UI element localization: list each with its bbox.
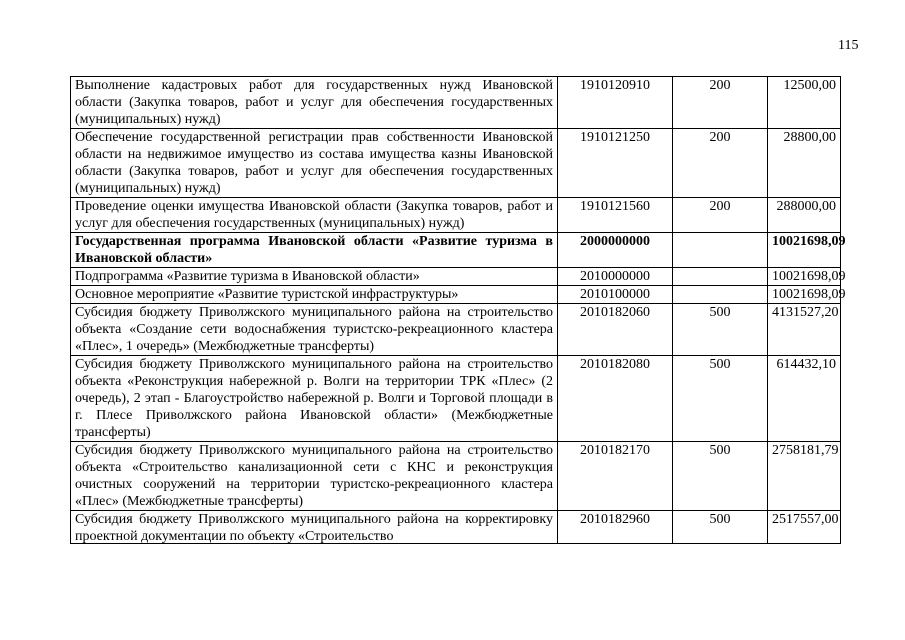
row-expense-type: 500 bbox=[673, 356, 768, 442]
row-description: Субсидия бюджету Приволжского муниципального района на строительство объекта «Строительство канализационной сети с КНС и реконструкция очистных сооружений на территории туристско-рекреационного кластера «Плес» (Межбюджетные трансферты) bbox=[71, 442, 558, 511]
row-amount: 10021698,09 bbox=[768, 286, 841, 304]
table-row bbox=[71, 286, 841, 304]
row-description: Обеспечение государственной регистрации прав собственности Ивановской области на недвижимое имущество из состава имущества казны Ивановской области (Закупка товаров, работ и услуг для обеспечения государственных (муниципальных) нужд) bbox=[71, 129, 558, 198]
row-amount: 10021698,09 bbox=[768, 233, 841, 268]
row-description: Проведение оценки имущества Ивановской области (Закупка товаров, работ и услуг для обеспечения государственных (муниципальных) нужд) bbox=[71, 198, 558, 233]
table-row bbox=[71, 442, 841, 511]
row-code: 2010000000 bbox=[558, 268, 673, 286]
row-amount: 2517557,00 bbox=[768, 511, 841, 544]
row-expense-type: 200 bbox=[673, 198, 768, 233]
table-row bbox=[71, 198, 841, 233]
row-expense-type bbox=[673, 268, 768, 286]
row-expense-type: 500 bbox=[673, 511, 768, 544]
row-code: 1910121560 bbox=[558, 198, 673, 233]
row-description: Субсидия бюджету Приволжского муниципального района на строительство объекта «Реконструкция набережной р. Волги на территории ТРК «Плес» (2 очередь), 2 этап - Благоустройство набережной р. Волги и Торговой площади в г. Плесе Приволжского района Ивановской области» (Межбюджетные трансферты) bbox=[71, 356, 558, 442]
row-code: 2000000000 bbox=[558, 233, 673, 268]
row-amount: 4131527,20 bbox=[768, 304, 841, 356]
row-amount: 12500,00 bbox=[768, 77, 841, 129]
row-code: 1910120910 bbox=[558, 77, 673, 129]
row-expense-type: 500 bbox=[673, 442, 768, 511]
row-description: Подпрограмма «Развитие туризма в Ивановской области» bbox=[71, 268, 558, 286]
row-amount: 614432,10 bbox=[768, 356, 841, 442]
table-row bbox=[71, 77, 841, 129]
row-expense-type bbox=[673, 286, 768, 304]
row-code: 2010182170 bbox=[558, 442, 673, 511]
row-description: Государственная программа Ивановской области «Развитие туризма в Ивановской области» bbox=[71, 233, 558, 268]
row-description: Основное мероприятие «Развитие туристской инфраструктуры» bbox=[71, 286, 558, 304]
row-amount: 2758181,79 bbox=[768, 442, 841, 511]
row-amount: 28800,00 bbox=[768, 129, 841, 198]
row-description: Выполнение кадастровых работ для государственных нужд Ивановской области (Закупка товаров, работ и услуг для обеспечения государственных (муниципальных) нужд) bbox=[71, 77, 558, 129]
row-amount: 10021698,09 bbox=[768, 268, 841, 286]
table-row bbox=[71, 268, 841, 286]
row-expense-type: 500 bbox=[673, 304, 768, 356]
row-description-cell bbox=[71, 511, 558, 544]
budget-table bbox=[70, 76, 846, 544]
row-expense-type: 200 bbox=[673, 77, 768, 129]
row-code: 2010182960 bbox=[558, 511, 673, 544]
table-row bbox=[71, 304, 841, 356]
row-code: 2010182080 bbox=[558, 356, 673, 442]
table-row bbox=[71, 356, 841, 442]
table-row bbox=[71, 233, 841, 268]
row-code: 1910121250 bbox=[558, 129, 673, 198]
row-expense-type: 200 bbox=[673, 129, 768, 198]
row-code: 2010182060 bbox=[558, 304, 673, 356]
table-row bbox=[71, 511, 841, 544]
page-number: 115 bbox=[838, 38, 859, 53]
table-row bbox=[71, 129, 841, 198]
row-expense-type bbox=[673, 233, 768, 268]
row-description: Субсидия бюджету Приволжского муниципального района на корректировку проектной документации по объекту «Строительство bbox=[75, 512, 553, 543]
row-amount: 288000,00 bbox=[768, 198, 841, 233]
row-description: Субсидия бюджету Приволжского муниципального района на строительство объекта «Создание сети водоснабжения туристско-рекреационного кластера «Плес», 1 очередь» (Межбюджетные трансферты) bbox=[71, 304, 558, 356]
row-code: 2010100000 bbox=[558, 286, 673, 304]
